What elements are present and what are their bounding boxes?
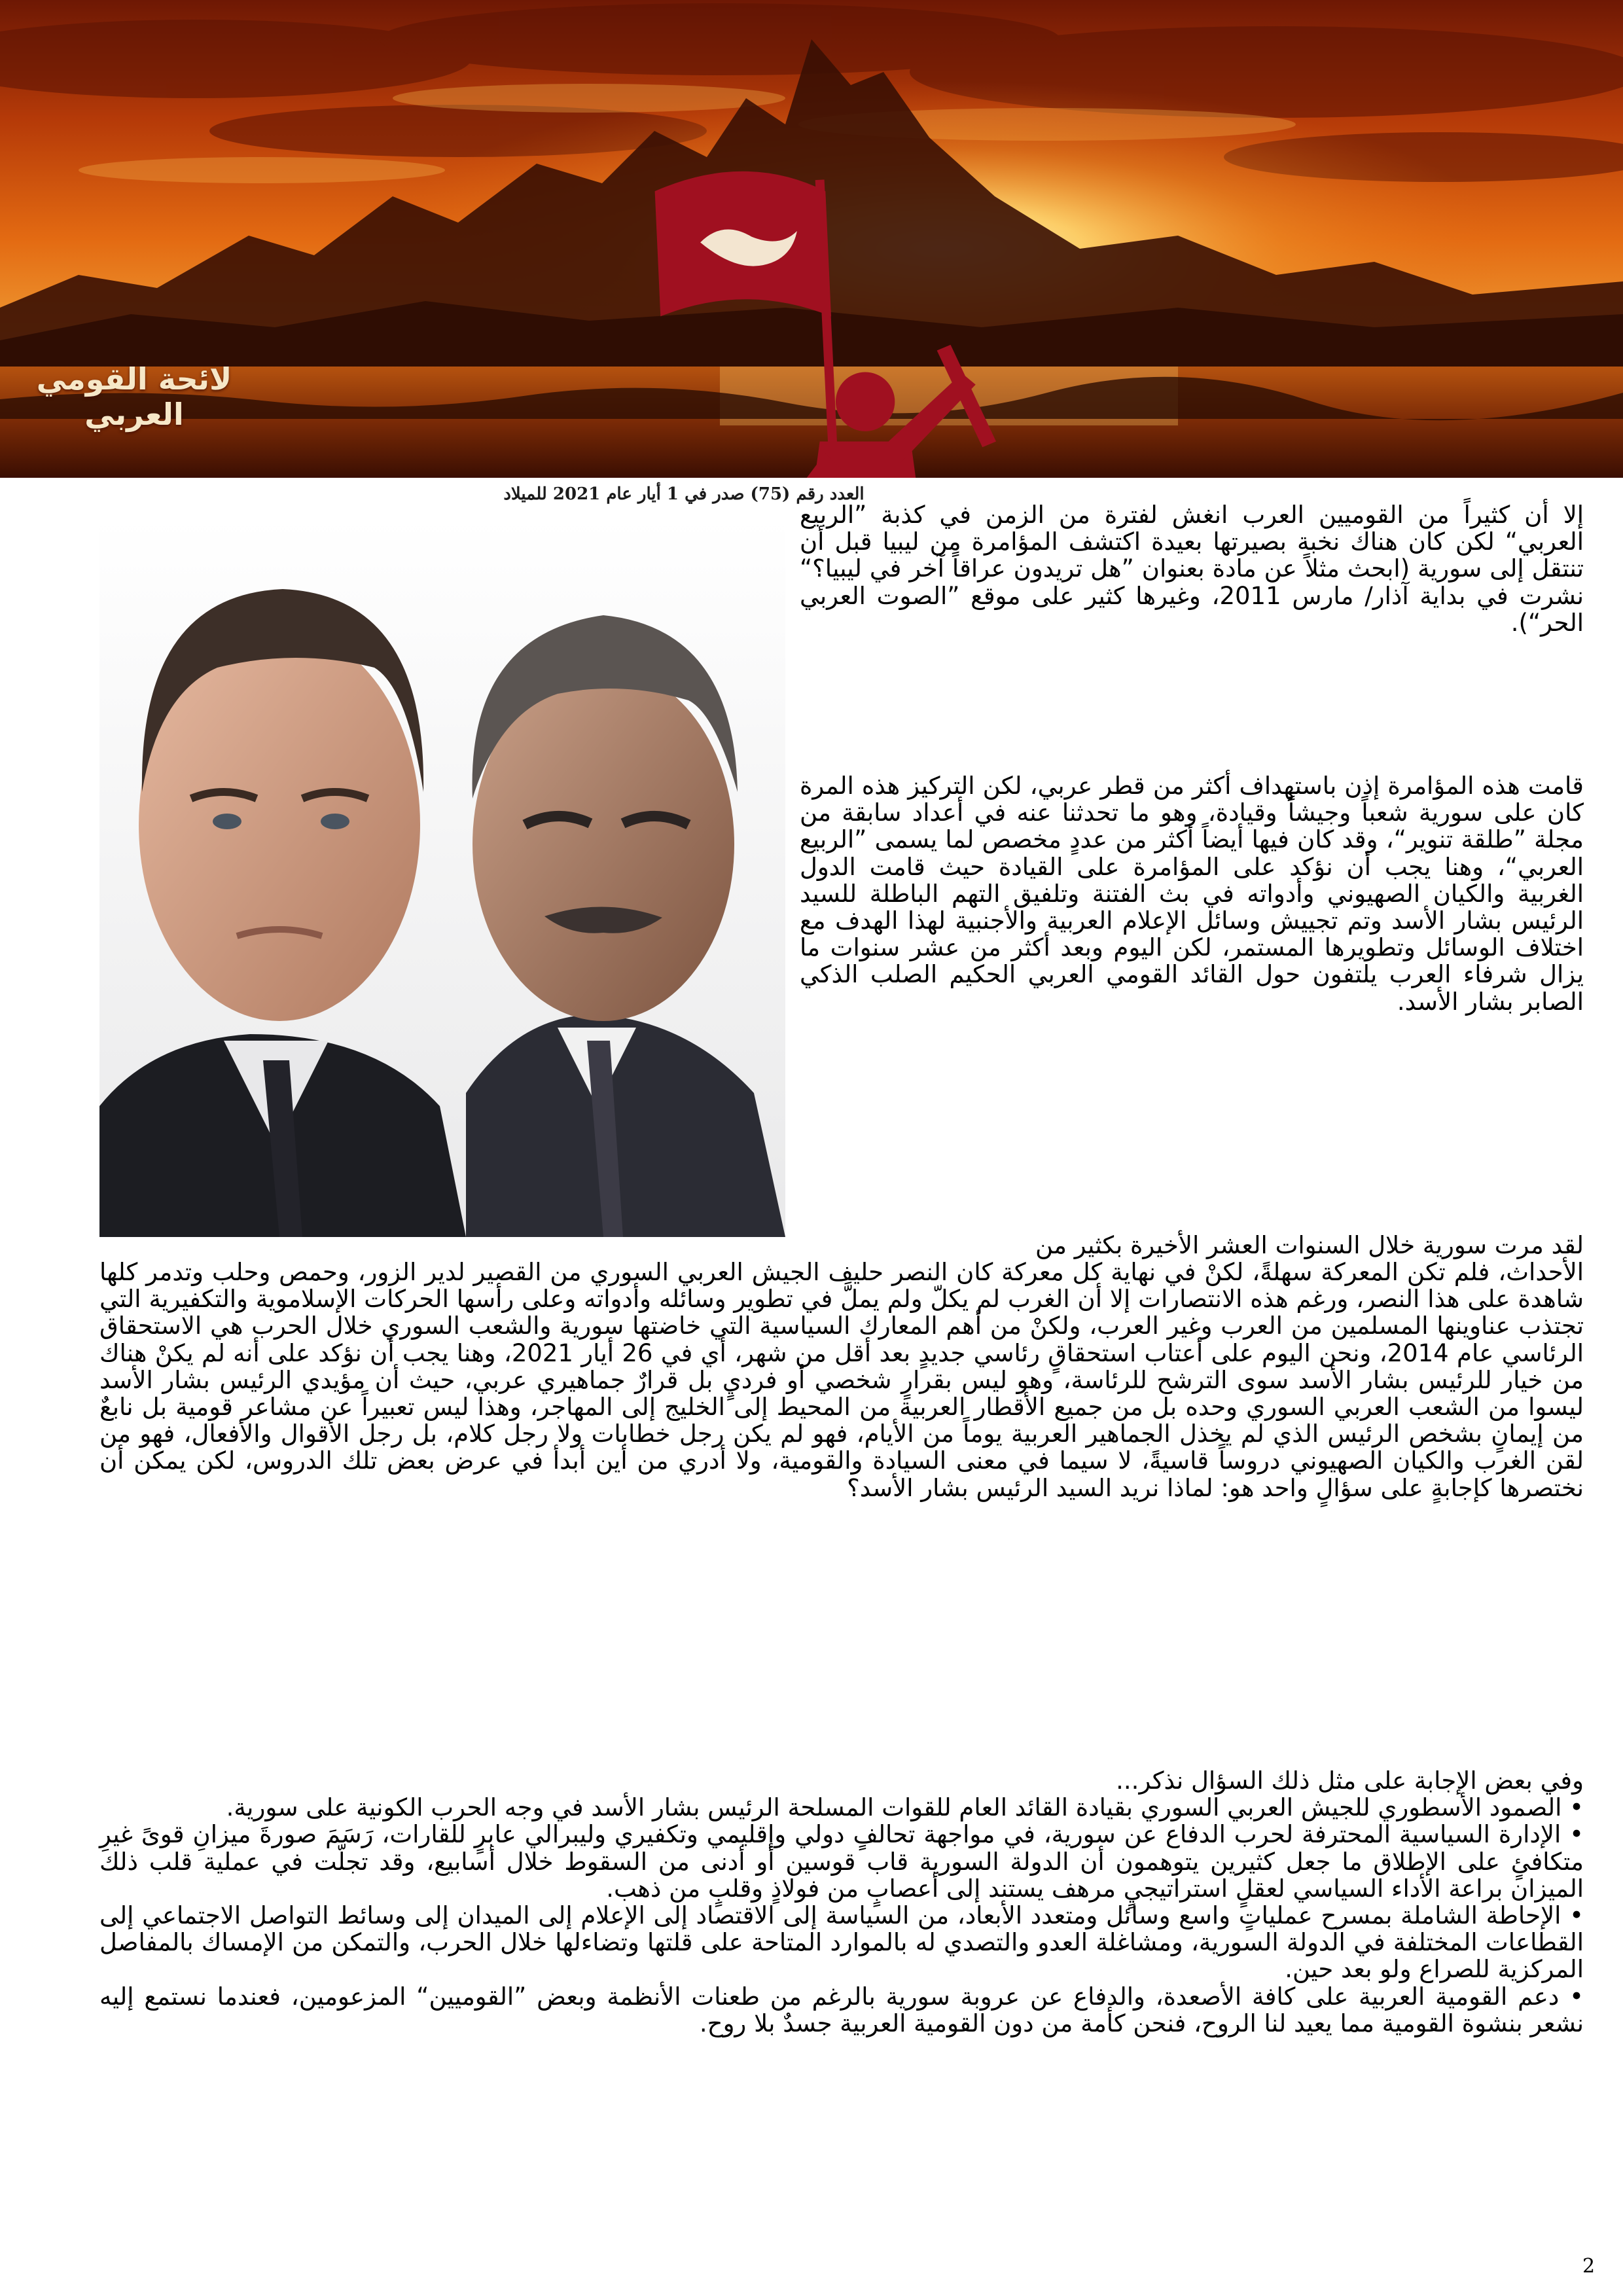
page-number: 2 [1582,2255,1596,2278]
paragraph-3-first-line [800,1232,1584,1259]
issue-line: العدد رقم (75) صدر في 1 أيار عام 2021 للميلاد [503,484,865,504]
paragraph-3-first-line-text: لقد مرت سورية خلال السنوات العشر الأخيرة بكثير من [1035,1231,1584,1259]
paragraph-3 [99,1259,1584,1501]
bullet-item-3: • الإحاطة الشاملة بمسرح عملياتٍ واسع وسائل ومتعدد الأبعاد، من السياسة إلى الاقتصاد إلى الإعلام إلى الميدان إلى وسائط التواصل الاجتماعي إلى القطاعات المختلفة في الدولة السورية، ومشاغلة العدو والتصدي له بالموارد المتاحة على قلتها وتضاءلها خلال الحرب، والتمكن من الإمساك بالمفاصل المركزية للصراع ولو بعد حين. [99,1901,1584,1984]
header-banner [0,0,1623,478]
paragraph-2 [800,772,1584,1015]
paragraph-4-intro: وفي بعض الإجابة على مثل ذلك السؤال نذكر... [1116,1767,1584,1795]
bullet-item-2: • الإدارة السياسية المحترفة لحرب الدفاع عن سورية، في مواجهة تحالفٍ دولي وإقليمي وتكفيري وليبرالي عابرٍ للقارات، رَسَمَ صورةَ ميزانِ قوىً غيرِ متكافئٍ على الإطلاق ما جعل كثيرين يتوهمون أن الدولة السورية قاب قوسين أو أدنى من السقوط خلال أسابيع، وقد تجلّت في عملية قلب ذلك الميزان براعة الأداء السياسي لعقلٍ استراتيجيٍ مرهف يستند إلى أعصابٍ من فولاذٍ وقلبٍ من ذهب. [99,1820,1584,1903]
logo-fighter-flag-icon [20,157,1623,478]
paragraph-4 [99,1767,1584,2037]
paragraph-3-text: الأحداث، فلم تكن المعركة سهلةً، لكنْ في نهاية كل معركة كان النصر حليف الجيش العربي السوري من القصير لدير الزور، وحمص وحلب وتدمر كلها شاهدة على هذا النصر، ورغم هذه الانتصارات إلا أن الغرب لم يكلّ ولم يملَّ في تطوير وسائله وأدواته وعلى رأسها الحركات الإسلاموية والتكفيرية التي تجتذب عناوينها المسلمين من العرب وغير العرب، ولكنْ من أهم المعارك السياسية التي خاضتها سورية والشعب السوري خلال الحرب هي الاستحقاق الرئاسي عام 2014، ونحن اليوم على أعتاب استحقاقٍ رئاسي جديدٍ بعد أقل من شهر، أي في 26 أيار 2021، وهنا يجب أن نؤكد على أنه لم يكنْ هناك من خيار للرئيس بشار الأسد سوى الترشح للرئاسة، وهو ليس بقرارٍ شخصي أو فرديٍ بل قرارٌ جماهيري عربي، حيث أن مؤيدي الرئيس بشار الأسد ليسوا من الشعب العربي السوري وحده بل من جميع الأقطار العربية من المحيط إلى الخليج إلى المهاجر، وهذا ليس تعبيراً عن مشاعر قومية بل نابعٌ من إيمانٍ بشخص الرئيس الذي لم يخذل الجماهير العربية يوماً من الأيام، فهو لم يكن رجل خطابات ولا رجل كلام، بل رجل الأقوال والأفعال، فهو من لقن الغرب والكيان الصهيوني دروساً قاسيةً، لا سيما في معنى السيادة والقومية، ولا أدري من أين أبدأ في عرض بعض تلك الدروس، لكن يمكن أن نختصرها كإجابةٍ على سؤالٍ واحد هو: لماذا نريد السيد الرئيس بشار الأسد؟ [99,1258,1584,1502]
bullet-item-4: • دعم القومية العربية على كافة الأصعدة، والدفاع عن عروبة سورية بالرغم من طعنات الأنظمة وبعض ”القوميين“ المزعومين، فعندما نستمع إليه نشعر بنشوة القومية مما يعيد لنا الروح، فنحن كأمة من دون القومية العربية جسدٌ بلا روح. [99,1982,1584,2037]
logo-text: لائحة القومي العربي [36,361,232,432]
article-photo [99,517,785,1237]
paragraph-2-text: قامت هذه المؤامرة إذن باستهداف أكثر من قطر عربي، لكن التركيز هذه المرة كان على سورية شعباً وجيشاً وقيادة، وهو ما تحدثنا عنه في أعداد سابقة من مجلة ”طلقة تنوير“، وقد كان فيها أيضاً أكثر من عددٍ مخصص لما يسمى ”الربيع العربي“، وهنا يجب أن نؤكد على المؤامرة على القيادة حيث قامت الدول الغربية والكيان الصهيوني وأدواته في بث الفتنة وتلفيق التهم الباطلة للسيد الرئيس بشار الأسد وتم تجييش وسائل الإعلام العربية والأجنبية لهذا الهدف مع اختلاف الوسائل وتطويرها المستمر، لكن اليوم وبعد أكثر من عشر سنوات ما يزال شرفاء العرب يلتفون حول القائد القومي العربي الحكيم الصلب الذكي الصابر بشار الأسد. [800,772,1584,1016]
paragraph-1 [800,501,1584,636]
paragraph-1-text: إلا أن كثيراً من القوميين العرب انغش لفترة من الزمن في كذبة ”الربيع العربي“ لكن كان هناك نخبة بصيرتها بعيدة اكتشف المؤامرة من ليبيا قبل أن تنتقل إلى سورية (ابحث مثلاً عن مادة بعنوان ”هل تريدون عراقاً آخر في ليبيا؟“ نشرت في بداية آذار/ مارس 2011، وغيرها كثير على موقع ”الصوت العربي الحر“). [800,501,1584,637]
two-leaders-photo [99,517,785,1237]
bullet-item-1: • الصمود الأسطوري للجيش العربي السوري بقيادة القائد العام للقوات المسلحة الرئيس بشار الأسد في وجه الحرب الكونية على سورية. [226,1793,1584,1822]
